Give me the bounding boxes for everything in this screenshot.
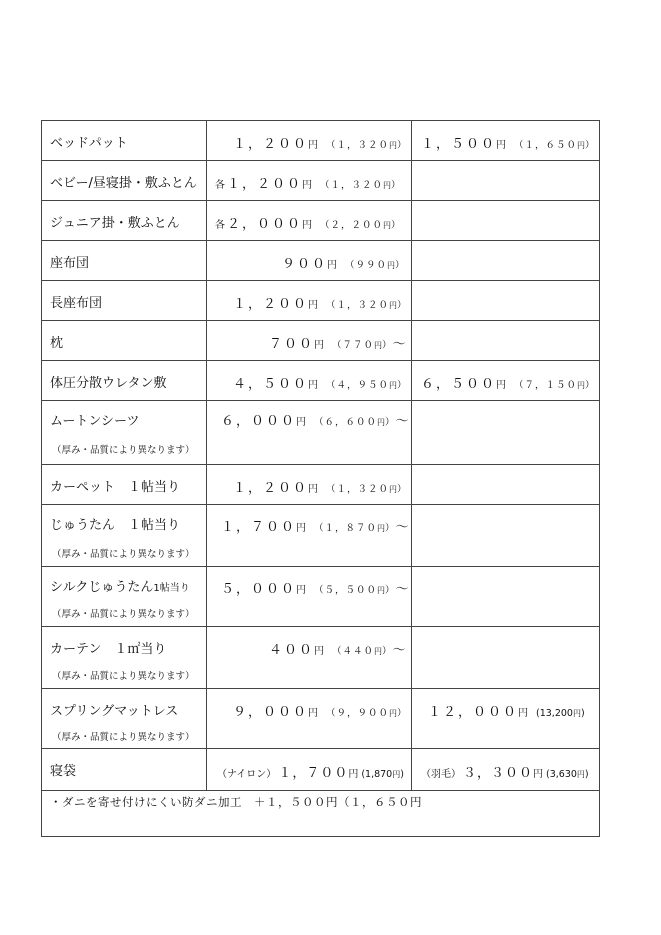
item-note: （厚み・品質により異なります）	[52, 609, 195, 620]
price: １，２００円 （１，３２０円）	[233, 137, 408, 152]
tax-price: （２，２００円）	[320, 220, 402, 231]
price: ５，０００円 （５，５００円）〜	[221, 582, 411, 597]
item-note: （厚み・品質により異なります）	[52, 671, 195, 682]
table-row	[42, 241, 600, 281]
item-name: スプリングマットレス	[50, 704, 179, 719]
item-note: （厚み・品質により異なります）	[52, 445, 195, 456]
price: ４，５００円 （４，９５０円）	[233, 377, 408, 392]
price: （羽毛） ３，３００円 (3,630円)	[421, 766, 589, 781]
table-row	[42, 321, 600, 361]
item-name: カーテン １㎡当り	[50, 642, 167, 657]
price: ４００円 （４４０円）〜	[269, 643, 408, 658]
item-name: ベビー/昼寝掛・敷ふとん	[50, 176, 197, 191]
tax-price: (13,200円)	[536, 708, 585, 719]
price: １，５００円 （１，６５０円）	[421, 137, 596, 152]
item-name: ジュニア掛・敷ふとん	[50, 216, 180, 231]
table-row	[42, 361, 600, 401]
table-row	[42, 465, 600, 505]
tax-price: （４４０円）	[332, 646, 393, 657]
item-name: シルクじゅうたん1帖当り	[50, 580, 190, 595]
tax-price: （７７０円）	[332, 340, 393, 351]
tax-price: （９９０円）	[345, 260, 406, 271]
table-row	[42, 401, 600, 465]
item-name: 体圧分散ウレタン敷	[50, 376, 167, 391]
tax-price: （１，８７０円）	[314, 523, 396, 534]
item-name: 寝袋	[50, 764, 77, 779]
price-table	[41, 120, 600, 837]
tax-price: （１，６５０円）	[514, 140, 596, 151]
price: 各 ２，０００円 （２，２００円）	[215, 217, 402, 232]
price: １，７００円 （１，８７０円）〜	[221, 520, 411, 535]
price: １２，０００円 (13,200円)	[428, 705, 585, 720]
table-row	[42, 121, 600, 161]
table-row	[42, 627, 600, 689]
tax-price: （１，３２０円）	[326, 484, 408, 495]
tax-price: （１，３２０円）	[320, 180, 402, 191]
item-note: （厚み・品質により異なります）	[52, 549, 195, 560]
table-row	[42, 201, 600, 241]
table-row	[42, 505, 600, 567]
item-note: （厚み・品質により異なります）	[52, 732, 195, 743]
price: １，２００円 （１，３２０円）	[233, 481, 408, 496]
table-row	[42, 749, 600, 791]
price: 各 １，２００円 （１，３２０円）	[215, 177, 402, 192]
tax-price: （７，１５０円）	[514, 380, 596, 391]
price: ７００円 （７７０円）〜	[269, 337, 408, 352]
tax-price: （１，３２０円）	[326, 300, 408, 311]
item-name: 座布団	[50, 256, 90, 271]
item-name: 枕	[50, 336, 64, 351]
item-name: カーペット １帖当り	[50, 480, 181, 495]
tax-price: (1,870円)	[361, 769, 404, 780]
tax-price: （４，９５０円）	[326, 380, 408, 391]
tax-price: （６，６００円）	[314, 417, 396, 428]
item-name: ベッドパット	[50, 136, 128, 151]
item-name: ムートンシーツ	[50, 414, 140, 429]
table-row	[42, 791, 600, 837]
tax-price: (3,630円)	[546, 769, 589, 780]
price: ６，５００円 （７，１５０円）	[421, 377, 596, 392]
footer-note: ・ダニを寄せ付けにくい防ダニ加工 ＋１，５００円（１，６５０円	[50, 795, 422, 809]
price: ９，０００円 （９，９００円）	[233, 705, 408, 720]
price: ９００円 （９９０円）	[282, 257, 406, 272]
price: ６，０００円 （６，６００円）〜	[221, 414, 411, 429]
table-row	[42, 161, 600, 201]
table-row	[42, 567, 600, 627]
price: １，２００円 （１，３２０円）	[233, 297, 408, 312]
table-row	[42, 281, 600, 321]
tax-price: （１，３２０円）	[326, 140, 408, 151]
tax-price: （５，５００円）	[314, 585, 396, 596]
item-name: じゅうたん １帖当り	[50, 518, 181, 533]
table-row	[42, 689, 600, 749]
price: （ナイロン） １，７００円 (1,870円)	[217, 766, 404, 781]
item-name: 長座布団	[50, 296, 103, 311]
tax-price: （９，９００円）	[326, 708, 408, 719]
